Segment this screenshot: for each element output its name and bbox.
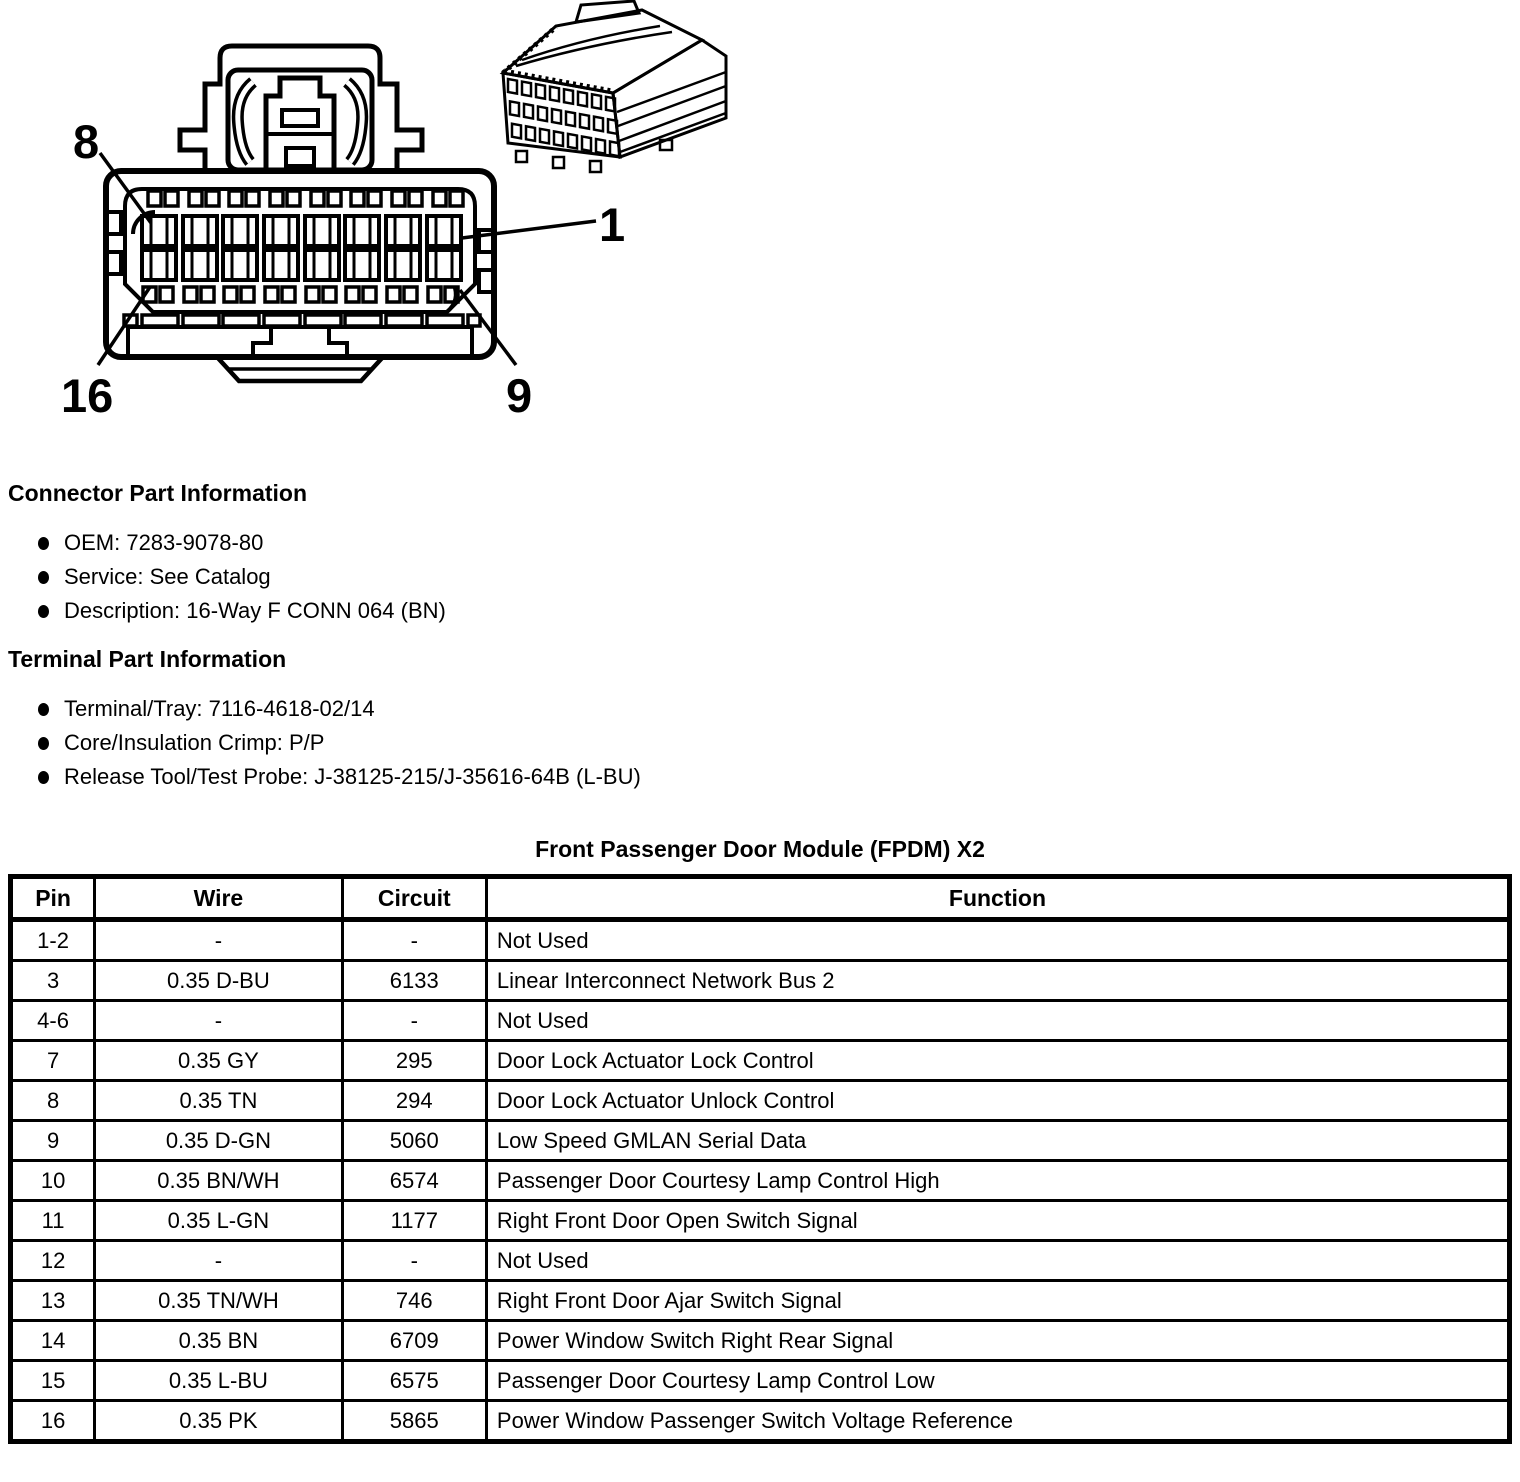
- cell-wire: -: [95, 1241, 342, 1281]
- cell-function: Not Used: [486, 920, 1509, 961]
- bottom-key-block: [128, 327, 472, 357]
- cell-circuit: 746: [342, 1281, 486, 1321]
- list-item-oem: OEM: 7283-9078-80: [8, 526, 1520, 560]
- table-row: [11, 1161, 1510, 1201]
- list-item-description: Description: 16-Way F CONN 064 (BN): [8, 594, 1520, 628]
- table-row: [11, 961, 1510, 1001]
- cell-function: Linear Interconnect Network Bus 2: [486, 961, 1509, 1001]
- cell-circuit: 6575: [342, 1361, 486, 1401]
- cell-pin: 7: [11, 1041, 95, 1081]
- table-row: [11, 1041, 1510, 1081]
- header-function: Function: [486, 877, 1509, 920]
- connector-3d-view: [503, 1, 726, 172]
- cell-wire: -: [95, 920, 342, 961]
- cell-wire: 0.35 GY: [95, 1041, 342, 1081]
- cell-wire: 0.35 L-BU: [95, 1361, 342, 1401]
- connector-part-info-list: [8, 526, 1520, 628]
- cell-circuit: 1177: [342, 1201, 486, 1241]
- cell-pin: 14: [11, 1321, 95, 1361]
- cell-pin: 11: [11, 1201, 95, 1241]
- table-row: [11, 1121, 1510, 1161]
- table-title: Front Passenger Door Module (FPDM) X2: [535, 836, 985, 862]
- cell-circuit: -: [342, 1241, 486, 1281]
- cell-function: Not Used: [486, 1241, 1509, 1281]
- cell-pin: 16: [11, 1401, 95, 1442]
- cell-wire: 0.35 BN/WH: [95, 1161, 342, 1201]
- cell-pin: 1-2: [11, 920, 95, 961]
- pin-label-16: 16: [61, 369, 114, 422]
- cell-wire: 0.35 TN: [95, 1081, 342, 1121]
- cell-pin: 8: [11, 1081, 95, 1121]
- terminal-row-1-8: [142, 216, 461, 246]
- terminal-part-info-list: [8, 692, 1520, 794]
- pin-label-8: 8: [73, 115, 100, 168]
- pin-label-9: 9: [506, 369, 533, 422]
- table-row: [11, 1321, 1510, 1361]
- cell-function: Passenger Door Courtesy Lamp Control Low: [486, 1361, 1509, 1401]
- cell-function: Right Front Door Open Switch Signal: [486, 1201, 1509, 1241]
- header-circuit: Circuit: [342, 877, 486, 920]
- terminal-part-info-heading: Terminal Part Information: [8, 646, 287, 672]
- terminal-row-9-16: [142, 250, 461, 280]
- cell-wire: 0.35 BN: [95, 1321, 342, 1361]
- pin-label-1: 1: [599, 198, 626, 251]
- table-row: [11, 1201, 1510, 1241]
- cell-circuit: -: [342, 1001, 486, 1041]
- cell-pin: 9: [11, 1121, 95, 1161]
- table-row: [11, 1281, 1510, 1321]
- cell-wire: 0.35 TN/WH: [95, 1281, 342, 1321]
- cell-wire: 0.35 D-BU: [95, 961, 342, 1001]
- list-item-release-tool: Release Tool/Test Probe: J-38125-215/J-35616-64B (L-BU): [8, 760, 1520, 794]
- cell-wire: 0.35 L-GN: [95, 1201, 342, 1241]
- connector-front-view: [61, 46, 625, 422]
- cell-circuit: 5060: [342, 1121, 486, 1161]
- cell-circuit: 295: [342, 1041, 486, 1081]
- cell-circuit: 6133: [342, 961, 486, 1001]
- table-row: [11, 1361, 1510, 1401]
- list-item-crimp: Core/Insulation Crimp: P/P: [8, 726, 1520, 760]
- connector-part-info-heading: Connector Part Information: [8, 480, 308, 506]
- cell-function: Passenger Door Courtesy Lamp Control High: [486, 1161, 1509, 1201]
- cell-function: Not Used: [486, 1001, 1509, 1041]
- cell-pin: 13: [11, 1281, 95, 1321]
- table-row: [11, 1001, 1510, 1041]
- cell-circuit: 6709: [342, 1321, 486, 1361]
- cell-function: Low Speed GMLAN Serial Data: [486, 1121, 1509, 1161]
- cell-wire: -: [95, 1001, 342, 1041]
- cell-function: Power Window Switch Right Rear Signal: [486, 1321, 1509, 1361]
- list-item-service: Service: See Catalog: [8, 560, 1520, 594]
- cell-circuit: 5865: [342, 1401, 486, 1442]
- table-row: [11, 1241, 1510, 1281]
- cell-wire: 0.35 D-GN: [95, 1121, 342, 1161]
- cell-pin: 12: [11, 1241, 95, 1281]
- cell-pin: 10: [11, 1161, 95, 1201]
- cell-wire: 0.35 PK: [95, 1401, 342, 1442]
- cell-circuit: 294: [342, 1081, 486, 1121]
- table-row: [11, 1081, 1510, 1121]
- cell-circuit: 6574: [342, 1161, 486, 1201]
- header-pin: Pin: [11, 877, 95, 920]
- cell-pin: 15: [11, 1361, 95, 1401]
- cell-function: Power Window Passenger Switch Voltage Reference: [486, 1401, 1509, 1442]
- list-item-terminal-tray: Terminal/Tray: 7116-4618-02/14: [8, 692, 1520, 726]
- index-square-row-top: [148, 191, 463, 206]
- cell-function: Door Lock Actuator Unlock Control: [486, 1081, 1509, 1121]
- cell-pin: 3: [11, 961, 95, 1001]
- index-square-row-bottom: [143, 287, 458, 302]
- vent-strip: [124, 315, 480, 326]
- cell-function: Door Lock Actuator Lock Control: [486, 1041, 1509, 1081]
- connector-diagram: [0, 0, 1520, 455]
- cell-pin: 4-6: [11, 1001, 95, 1041]
- header-wire: Wire: [95, 877, 342, 920]
- table-row: [11, 920, 1510, 961]
- table-header-row: [11, 877, 1510, 920]
- table-row: [11, 1401, 1510, 1442]
- cell-circuit: -: [342, 920, 486, 961]
- pinout-table: [8, 874, 1512, 1444]
- cell-function: Right Front Door Ajar Switch Signal: [486, 1281, 1509, 1321]
